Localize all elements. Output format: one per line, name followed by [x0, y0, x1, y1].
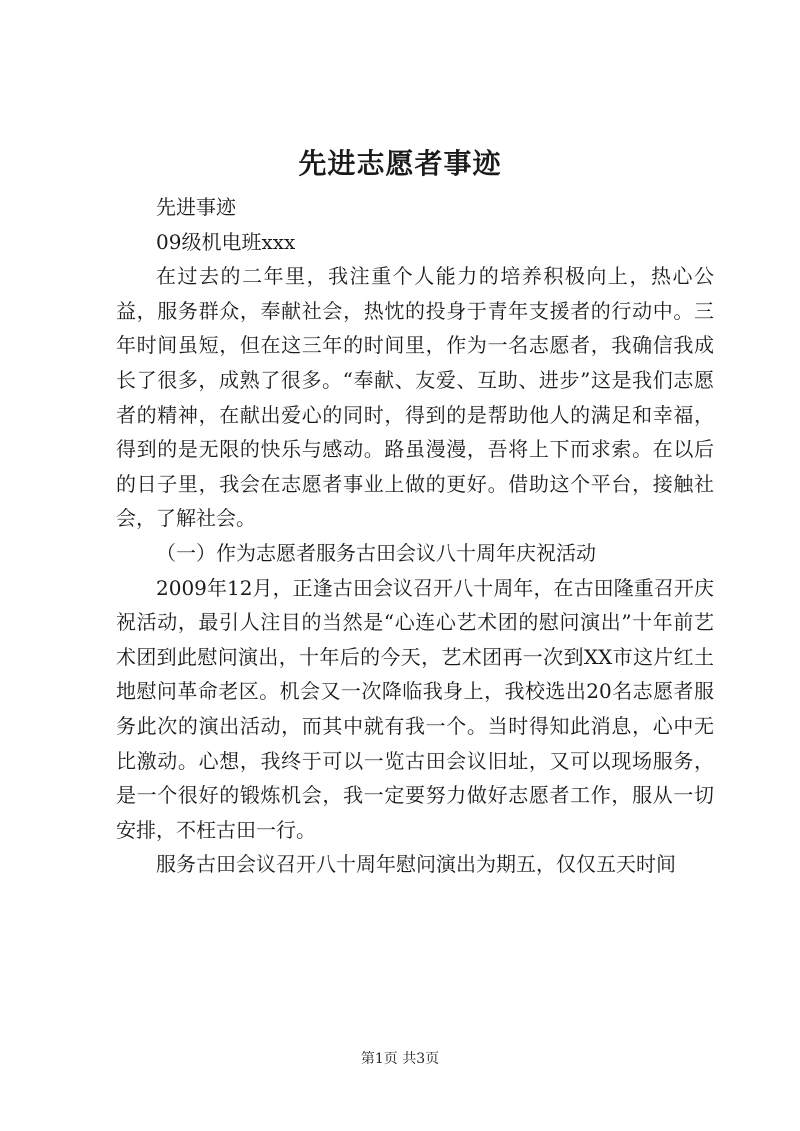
paragraph-event: 2009年12月，正逢古田会议召开八十周年，在古田隆重召开庆祝活动，最引人注目的当然是“心连心艺术团的慰问演出”十年前艺术团到此慰问演出，十年后的今天，艺术团再一次到XX市这片红土地慰问革命老区。机会又一次降临我身上，我校选出20名志愿者服务此次的演出活动，而其中就有我一个。当时得知此消息，心中无比激动。心想，我终于可以一览古田会议旧址，又可以现场服务，是一个很好的锻炼机会，我一定要努力做好志愿者工作，服从一切安排，不枉古田一行。: [116, 575, 714, 842]
paragraph-continued: 服务古田会议召开八十周年慰问演出为期五，仅仅五天时间: [156, 852, 676, 877]
page-footer: 第1页 共3页: [360, 1051, 440, 1067]
paragraph-author-class: 09级机电班xxx: [156, 229, 296, 254]
paragraph-heading-label: 先进事迹: [156, 195, 236, 219]
paragraph-intro: 在过去的二年里，我注重个人能力的培养积极向上，热心公益，服务群众，奉献社会，热忱的投身于青年支援者的行动中。三年时间虽短，但在这三年的时间里，作为一名志愿者，我确信我成长了很多，成熟了很多。“奉献、友爱、互助、进步”这是我们志愿者的精神，在献出爱心的同时，得到的是帮助他人的满足和幸福，得到的是无限的快乐与感动。路虽漫漫，吾将上下而求索。在以后的日子里，我会在志愿者事业上做的更好。借助这个平台，接触社会，了解社会。: [116, 264, 714, 531]
document-body: [116, 190, 714, 882]
document-title: 先进志愿者事迹: [298, 147, 502, 180]
paragraph-section-heading: （一）作为志愿者服务古田会议八十周年庆祝活动: [156, 540, 596, 565]
